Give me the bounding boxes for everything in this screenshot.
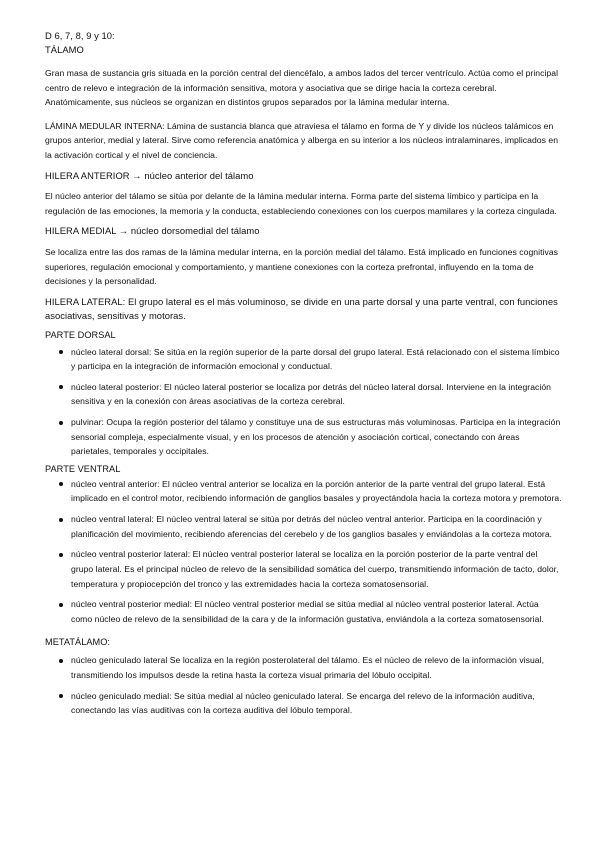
list-item xyxy=(45,380,562,409)
lamina-medular-paragraph: LÁMINA MEDULAR INTERNA: Lámina de sustancia blanca que atraviesa el tálamo en forma de Y y divide los núcleos talámicos en grupos anterior, medial y lateral. Sirve como referencia anatómica y alberga en su interior a los núcleos intralaminares, implicados en la activación cortical y el nivel de conciencia. xyxy=(45,120,559,160)
bullet-icon xyxy=(59,659,63,663)
metatalamo-list xyxy=(45,653,562,718)
anterior-paragraph: El núcleo anterior del tálamo se sitúa por delante de la lámina medular interna. Forma parte del sistema límbico y participa en la regulación de las emociones, la memoria y la conducta, estableciendo conexiones con los cuerpos mamilares y la corteza cingulada. xyxy=(45,191,557,216)
ventral-heading: PARTE VENTRAL xyxy=(45,464,121,475)
list-item xyxy=(45,415,562,459)
list-item xyxy=(45,477,562,506)
bullet-icon xyxy=(59,553,63,557)
bullet-icon xyxy=(59,518,63,522)
ventral-list xyxy=(45,477,562,627)
list-item xyxy=(45,597,562,626)
list-item-text: núcleo ventral posterior lateral: El núcleo ventral posterior lateral se localiza en la porción posterior de la parte ventral del grupo lateral. Es el principal núcleo de relevo de la sensibilidad somática del cuerpo, transmitiendo información de tacto, dolor, temperatura y propiocepción del tronco y las extremidades hacia la corteza somatosensorial. xyxy=(71,549,559,589)
medial-heading: HILERA MEDIAL → núcleo dorsomedial del tálamo xyxy=(45,225,260,237)
metatalamo-heading: METATÁLAMO: xyxy=(45,636,111,647)
list-item xyxy=(45,547,562,591)
list-item-text: pulvinar: Ocupa la región posterior del tálamo y constituye una de sus estructuras más voluminosas. Participa en la integración sensorial compleja, especialmente visual, y en los procesos de atención y asociación cortical, conectando con áreas parietales, temporales y occipitales. xyxy=(71,417,561,457)
list-item xyxy=(45,345,562,374)
anterior-heading: HILERA ANTERIOR → núcleo anterior del tálamo xyxy=(45,169,254,181)
bullet-icon xyxy=(59,421,63,425)
bullet-icon xyxy=(59,603,63,607)
dorsal-heading: PARTE DORSAL xyxy=(45,329,116,340)
document-heading-ref: D 6, 7, 8, 9 y 10: xyxy=(45,30,115,41)
list-item xyxy=(45,512,562,541)
lateral-paragraph: HILERA LATERAL: El grupo lateral es el más voluminoso, se divide en una parte dorsal y una parte ventral, con funciones asociativas, sensitivas y motoras. xyxy=(45,295,558,322)
list-item-text: núcleo lateral dorsal: Se sitúa en la región superior de la parte dorsal del grupo lateral. Está relacionado con el sistema límbico y participa en la integración de información emocional y conductual. xyxy=(71,346,560,372)
medial-paragraph: Se localiza entre las dos ramas de la lámina medular interna, en la porción medial del tálamo. Está implicado en funciones cognitivas superiores, regulación emocional y comportamiento, y mantiene conexiones con la corteza prefrontal, influyendo en la toma de decisiones y la personalidad. xyxy=(45,246,558,287)
list-item xyxy=(45,653,562,682)
intro-paragraph: Gran masa de sustancia gris situada en la porción central del diencéfalo, a ambos lados del tercer ventrículo. Actúa como el principal centro de relevo e integración de la información sensitiva, motora y asociativa que se dirige hacia la corteza cerebral. Anatómicamente, sus núcleos se organizan en distintos grupos separados por la lámina medular interna. xyxy=(45,68,559,108)
bullet-icon xyxy=(59,482,63,486)
dorsal-list xyxy=(45,345,562,460)
list-item-text: núcleo ventral posterior medial: El núcleo ventral posterior medial se sitúa medial al núcleo ventral posterior lateral. Actúa como núcleo de relevo de la sensibilidad de la cara y de la información gustativa, enviándola a la corteza somatosensorial. xyxy=(71,599,544,624)
bullet-icon xyxy=(59,694,63,698)
list-item xyxy=(45,689,562,718)
list-item-text: núcleo geniculado lateral Se localiza en la región posterolateral del tálamo. Es el núcleo de relevo de la información visual, transmitiendo los impulsos desde la retina hasta la corteza visual primaria del lóbulo occipital. xyxy=(71,655,545,680)
bullet-icon xyxy=(59,385,63,389)
bullet-icon xyxy=(59,350,63,354)
list-item-text: núcleo ventral anterior: El núcleo ventral anterior se localiza en la porción anterior de la parte ventral del grupo lateral. Está implicado en el control motor, recibiendo información de ganglios basales y proyectándola hacia la corteza motora y premotora. xyxy=(71,478,562,504)
list-item-text: núcleo ventral lateral: El núcleo ventral lateral se sitúa por detrás del núcleo ventral anterior. Participa en la coordinación y planificación del movimiento, recibiendo aferencias del cerebelo y de los ganglios basales y enviándolas a la corteza motora. xyxy=(71,514,553,539)
list-item-text: núcleo lateral posterior: El núcleo lateral posterior se localiza por detrás del núcleo lateral dorsal. Interviene en la integración sensitiva y en la conexión con áreas asociativas de la corteza cerebral. xyxy=(71,381,551,407)
list-item-text: núcleo geniculado medial: Se sitúa medial al núcleo geniculado lateral. Se encarga del relevo de la información auditiva, conectando las vías auditivas con la corteza auditiva del lóbulo temporal. xyxy=(71,690,535,716)
document-title: TÁLAMO xyxy=(45,44,84,55)
